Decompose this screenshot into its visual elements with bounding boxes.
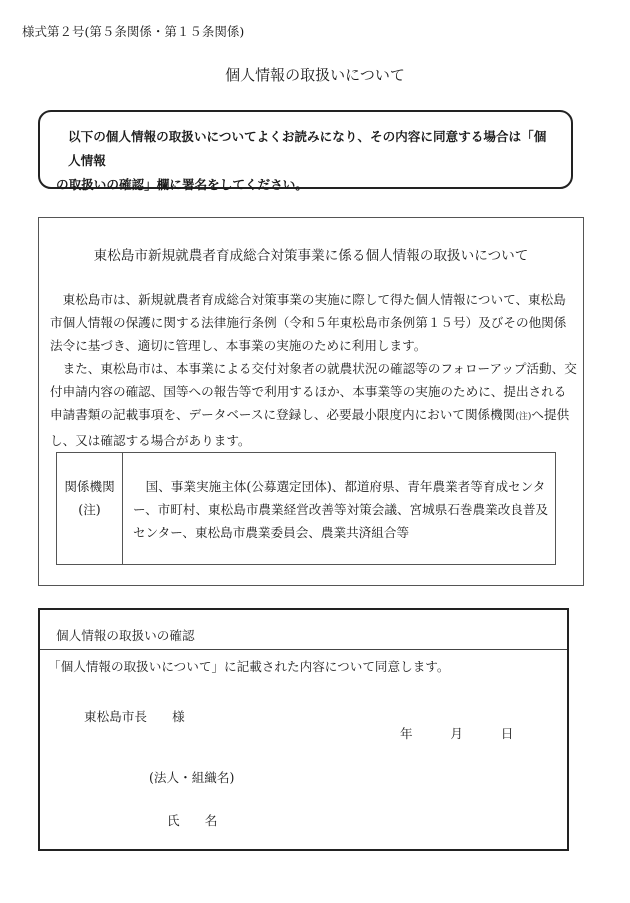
form-number: 様式第２号(第５条関係・第１５条関係)	[22, 24, 245, 39]
confirmation-header: 個人情報の取扱いの確認	[40, 610, 567, 650]
organization-name-field[interactable]: (法人・組織名)	[149, 770, 235, 785]
consent-statement: 「個人情報の取扱いについて」に記載された内容について同意します。	[48, 659, 450, 674]
policy-body	[50, 288, 577, 452]
related-organizations-list: 国、事業実施主体(公募選定団体)、都道府県、青年農業者等育成センター、市町村、東松島市農業経営改善等対策会議、宮城県石巻農業改良普及センター、東松島市農業委員会、農業共済組合等	[133, 479, 549, 540]
policy-paragraph-2	[50, 357, 577, 452]
notice-line-1: 以下の個人情報の取扱いについてよくお読みになり、その内容に同意する場合は「個人情報	[68, 129, 547, 168]
privacy-policy-box	[38, 217, 584, 586]
policy-title: 東松島市新規就農者育成総合対策事業に係る個人情報の取扱いについて	[93, 248, 529, 264]
name-field[interactable]: 氏 名	[167, 813, 218, 828]
related-label-line-1: 関係機関	[64, 479, 115, 494]
confirmation-box	[38, 608, 569, 851]
notice-line-2: の取扱いの確認」欄に署名をしてください。	[56, 177, 308, 192]
related-organizations-label	[57, 453, 123, 564]
policy-paragraph-2-b: へ提供し、又は確認する場合があります。	[50, 407, 570, 448]
addressee: 東松島市長 様	[84, 709, 185, 724]
policy-paragraph-1: 東松島市は、新規就農者育成総合対策事業の実施に際して得た個人情報について、東松島市個人情報の保護に関する法律施行条例（令和５年東松島市条例第１５号）及びその他関係法令に基づき、適切に管理し、本事業の実施のために利用します。	[50, 292, 567, 353]
notice-box	[38, 110, 573, 192]
related-label-line-2: (注)	[78, 502, 101, 517]
policy-paragraph-2-a: また、東松島市は、本事業による交付対象者の就農状況の確認等のフォローアップ活動、交付申請内容の確認、国等への報告等で利用するほか、本事業等の実施のために、提出される申請書類の記載事項を、データベースに登録し、必要最小限度内において関係機関	[50, 361, 577, 422]
page-title: 個人情報の取扱いについて	[225, 66, 405, 84]
related-organizations-table	[56, 452, 556, 565]
date-field[interactable]: 年 月 日	[400, 726, 514, 741]
note-marker: (注)	[515, 412, 532, 422]
